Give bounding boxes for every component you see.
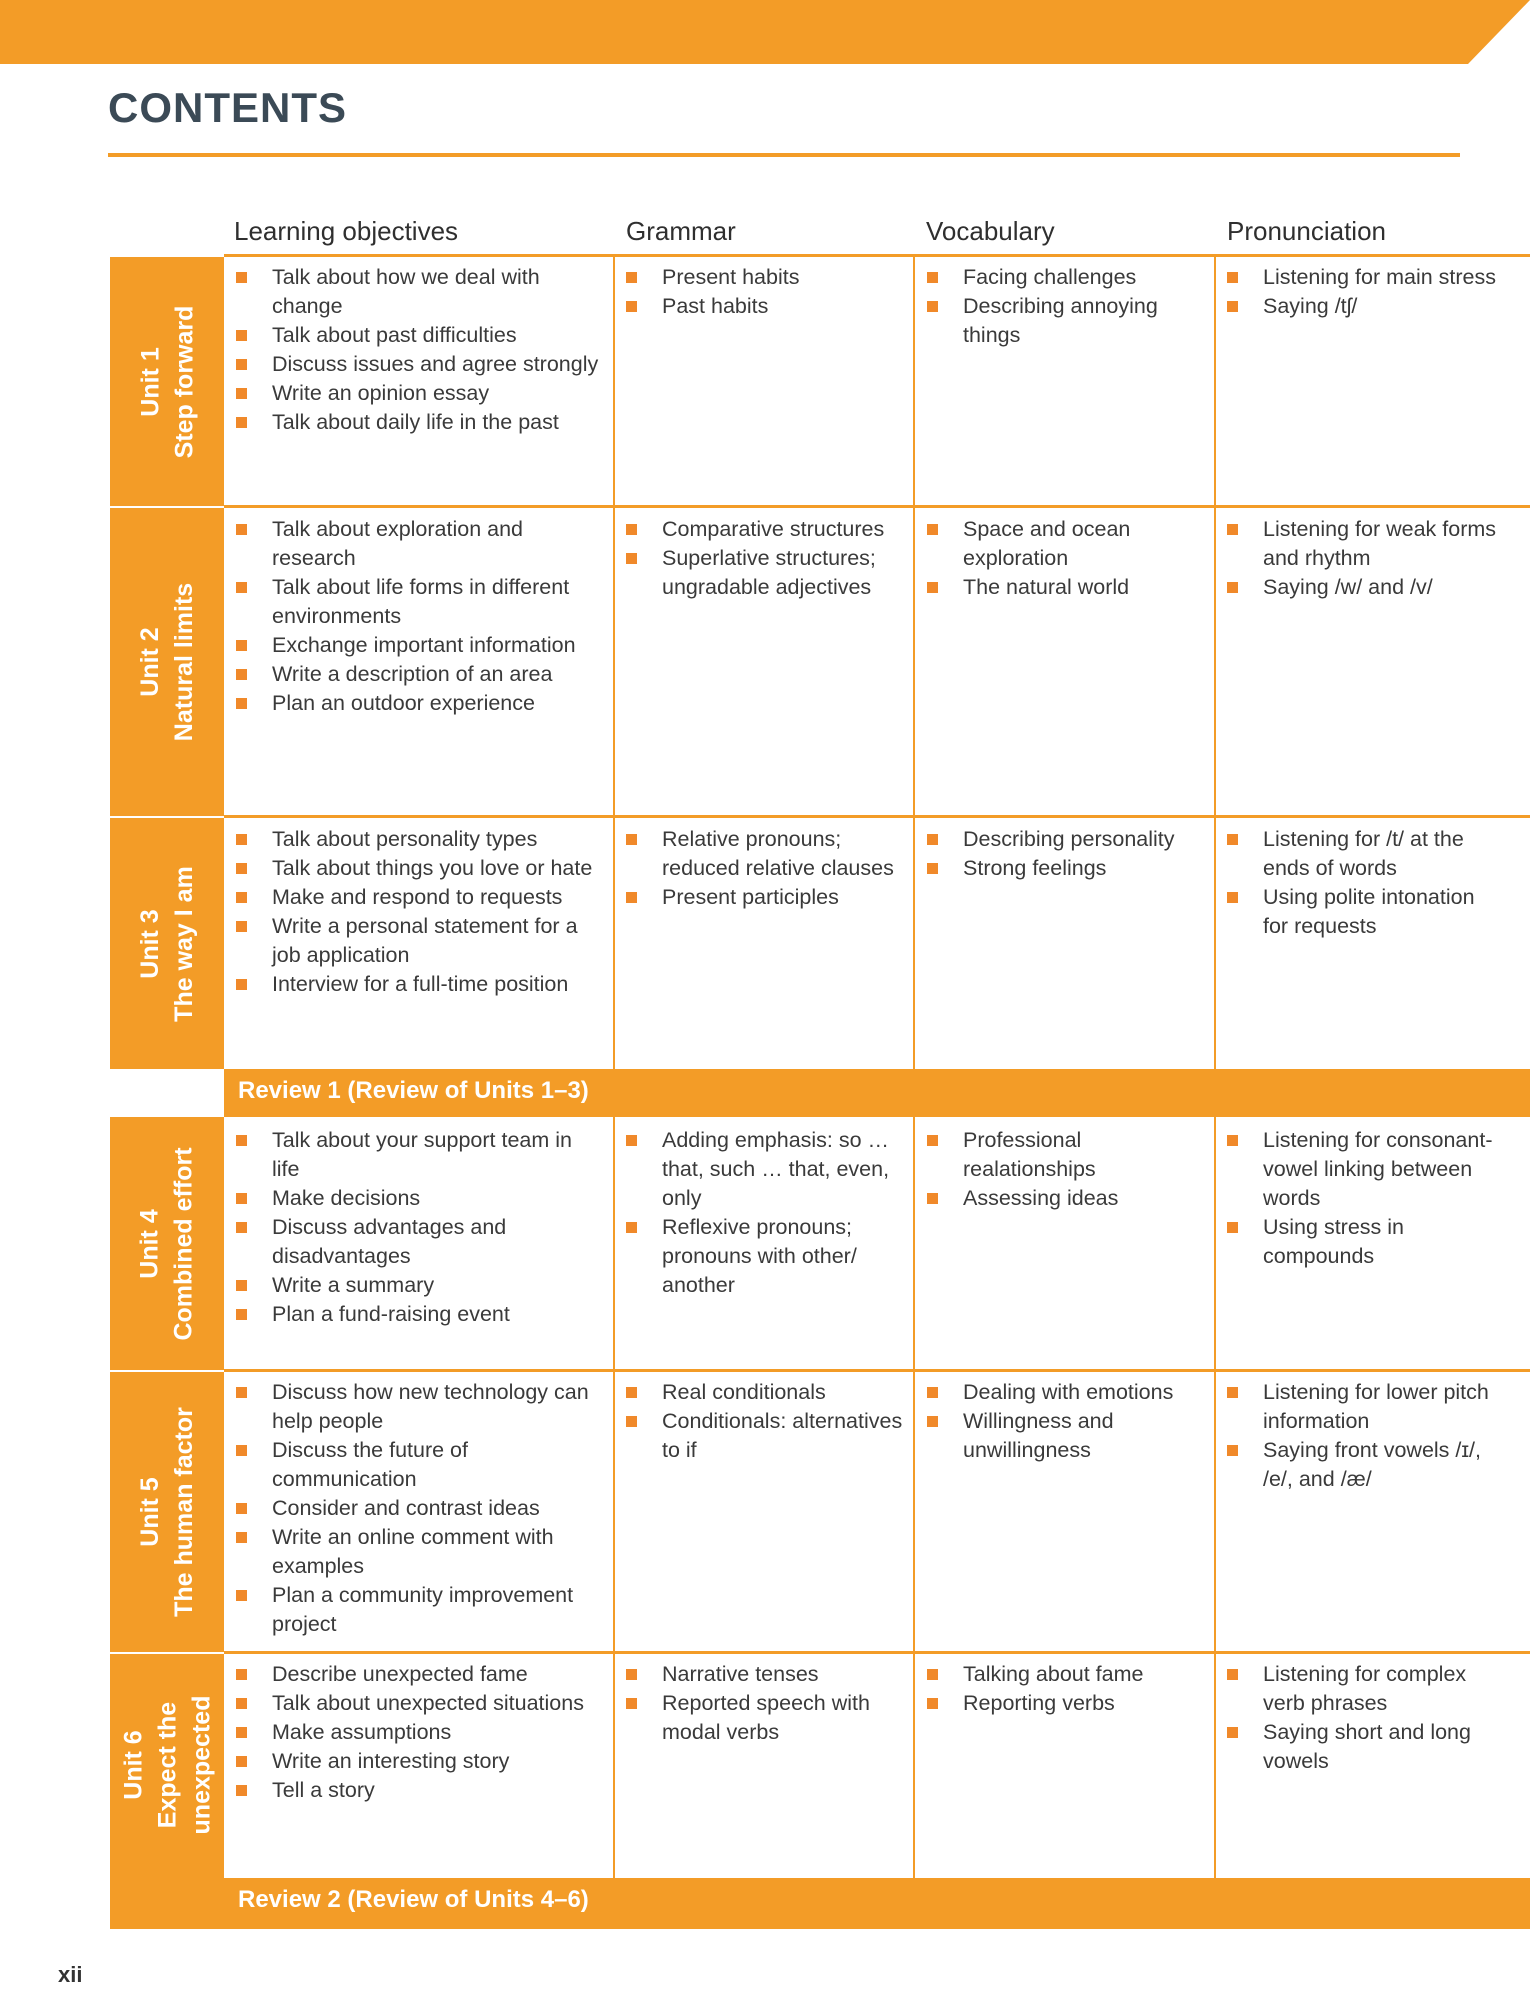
list-item: Talk about your support team in life <box>234 1126 604 1184</box>
list-item: Talk about daily life in the past <box>234 408 604 437</box>
unit-3-vocabulary <box>925 825 1205 883</box>
grid-line-vertical <box>1214 1117 1216 1878</box>
list-item: Tell a story <box>234 1776 604 1805</box>
list-item: Saying /tʃ/ <box>1225 292 1505 321</box>
grid-line-vertical <box>613 1117 615 1878</box>
list-item: Reflexive pronouns; pronouns with other/ another <box>624 1213 904 1300</box>
list-item: Discuss advantages and disadvantages <box>234 1213 604 1271</box>
unit-6-pronunciation <box>1225 1660 1505 1776</box>
unit-2-objectives <box>234 515 604 718</box>
list-item: Discuss how new technology can help people <box>234 1378 604 1436</box>
column-header-objectives: Learning objectives <box>234 216 459 246</box>
list-item: Narrative tenses <box>624 1660 904 1689</box>
review-1-label: Review 1 (Review of Units 1–3) <box>238 1077 589 1104</box>
list-item: Talking about fame <box>925 1660 1205 1689</box>
grid-line-vertical <box>1214 257 1216 1069</box>
list-item: Discuss the future of communication <box>234 1436 604 1494</box>
list-item: The natural world <box>925 573 1205 602</box>
review-2-bar <box>224 1878 1530 1929</box>
title-divider <box>108 153 1460 157</box>
list-item: Write a description of an area <box>234 660 604 689</box>
list-item: Listening for consonant-vowel linking between words <box>1225 1126 1505 1213</box>
list-item: Write an interesting story <box>234 1747 604 1776</box>
list-item: Real conditionals <box>624 1378 904 1407</box>
page-number: xii <box>58 1962 83 1987</box>
list-item: Relative pronouns; reduced relative clauses <box>624 825 904 883</box>
list-item: Dealing with emotions <box>925 1378 1205 1407</box>
unit-3-pronunciation <box>1225 825 1505 941</box>
list-item: Talk about life forms in different environments <box>234 573 604 631</box>
unit-1-grammar <box>624 263 904 321</box>
unit-4-objectives <box>234 1126 604 1329</box>
list-item: Discuss issues and agree strongly <box>234 350 604 379</box>
list-item: Make assumptions <box>234 1718 604 1747</box>
grid-line-vertical <box>913 257 915 1069</box>
list-item: Describe unexpected fame <box>234 1660 604 1689</box>
list-item: Listening for lower pitch information <box>1225 1378 1505 1436</box>
unit-6-vocabulary <box>925 1660 1205 1718</box>
page-title: CONTENTS <box>108 84 347 131</box>
unit-6-label: Unit 6 Expect the unexpected <box>119 1695 215 1835</box>
list-item: Make and respond to requests <box>234 883 604 912</box>
unit-1-vocabulary <box>925 263 1205 350</box>
unit-5-pronunciation <box>1225 1378 1505 1494</box>
row-divider <box>224 815 1530 818</box>
list-item: Reporting verbs <box>925 1689 1205 1718</box>
list-item: Adding emphasis: so … that, such … that, even, only <box>624 1126 904 1213</box>
list-item: Describing annoying things <box>925 292 1205 350</box>
list-item: Talk about unexpected situations <box>234 1689 604 1718</box>
row-divider <box>224 1369 1530 1372</box>
list-item: Listening for complex verb phrases <box>1225 1660 1505 1718</box>
list-item: Talk about personality types <box>234 825 604 854</box>
unit-5-label: Unit 5 The human factor <box>136 1407 198 1617</box>
unit-3-objectives <box>234 825 604 999</box>
unit-4-grammar <box>624 1126 904 1300</box>
list-item: Talk about how we deal with change <box>234 263 604 321</box>
list-item: Professional realationships <box>925 1126 1205 1184</box>
list-item: Listening for weak forms and rhythm <box>1225 515 1505 573</box>
unit-2-grammar <box>624 515 904 602</box>
list-item: Present habits <box>624 263 904 292</box>
review-2-label: Review 2 (Review of Units 4–6) <box>238 1886 589 1913</box>
list-item: Reported speech with modal verbs <box>624 1689 904 1747</box>
list-item: Write a summary <box>234 1271 604 1300</box>
unit-4-pronunciation <box>1225 1126 1505 1271</box>
list-item: Consider and contrast ideas <box>234 1494 604 1523</box>
list-item: Listening for main stress <box>1225 263 1505 292</box>
unit-1-pronunciation <box>1225 263 1505 321</box>
review-1-bar <box>224 1069 1530 1117</box>
list-item: Write a personal statement for a job application <box>234 912 604 970</box>
list-item: Saying front vowels /ɪ/, /e/, and /æ/ <box>1225 1436 1505 1494</box>
list-item: Saying short and long vowels <box>1225 1718 1505 1776</box>
list-item: Interview for a full-time position <box>234 970 604 999</box>
list-item: Write an online comment with examples <box>234 1523 604 1581</box>
column-header-vocabulary: Vocabulary <box>926 216 1055 246</box>
unit-5-grammar <box>624 1378 904 1465</box>
grid-line-vertical <box>913 1117 915 1878</box>
unit-5-objectives <box>234 1378 604 1639</box>
column-header-divider <box>224 254 1530 257</box>
list-item: Plan an outdoor experience <box>234 689 604 718</box>
list-item: Conditionals: alternatives to if <box>624 1407 904 1465</box>
list-item: Write an opinion essay <box>234 379 604 408</box>
list-item: Space and ocean exploration <box>925 515 1205 573</box>
list-item: Present participles <box>624 883 904 912</box>
list-item: Plan a community improvement project <box>234 1581 604 1639</box>
top-banner <box>0 0 1530 64</box>
list-item: Describing personality <box>925 825 1205 854</box>
unit-4-vocabulary <box>925 1126 1205 1213</box>
unit-1-objectives <box>234 263 604 437</box>
unit-2-vocabulary <box>925 515 1205 602</box>
unit-2-label: Unit 2 Natural limits <box>136 582 198 742</box>
list-item: Exchange important information <box>234 631 604 660</box>
unit-1-label: Unit 1 Step forward <box>136 305 199 458</box>
list-item: Using stress in compounds <box>1225 1213 1505 1271</box>
unit-3-label: Unit 3 The way I am <box>136 865 198 1022</box>
list-item: Saying /w/ and /v/ <box>1225 573 1505 602</box>
list-item: Strong feelings <box>925 854 1205 883</box>
list-item: Superlative structures; ungradable adjectives <box>624 544 904 602</box>
list-item: Talk about exploration and research <box>234 515 604 573</box>
unit-3-grammar <box>624 825 904 912</box>
column-header-grammar: Grammar <box>626 216 736 246</box>
list-item: Plan a fund-raising event <box>234 1300 604 1329</box>
list-item: Talk about things you love or hate <box>234 854 604 883</box>
list-item: Past habits <box>624 292 904 321</box>
list-item: Using polite intonation for requests <box>1225 883 1505 941</box>
grid-line-vertical <box>613 257 615 1069</box>
unit-2-pronunciation <box>1225 515 1505 602</box>
list-item: Assessing ideas <box>925 1184 1205 1213</box>
unit-6-objectives <box>234 1660 604 1805</box>
list-item: Willingness and unwillingness <box>925 1407 1205 1465</box>
column-header-pronunciation: Pronunciation <box>1227 216 1386 246</box>
unit-6-grammar <box>624 1660 904 1747</box>
unit-5-vocabulary <box>925 1378 1205 1465</box>
row-divider <box>224 1651 1530 1654</box>
list-item: Talk about past difficulties <box>234 321 604 350</box>
list-item: Facing challenges <box>925 263 1205 292</box>
list-item: Make decisions <box>234 1184 604 1213</box>
row-divider <box>224 505 1530 508</box>
unit-4-label: Unit 4 Combined effort <box>136 1146 199 1341</box>
list-item: Listening for /t/ at the ends of words <box>1225 825 1505 883</box>
list-item: Comparative structures <box>624 515 904 544</box>
